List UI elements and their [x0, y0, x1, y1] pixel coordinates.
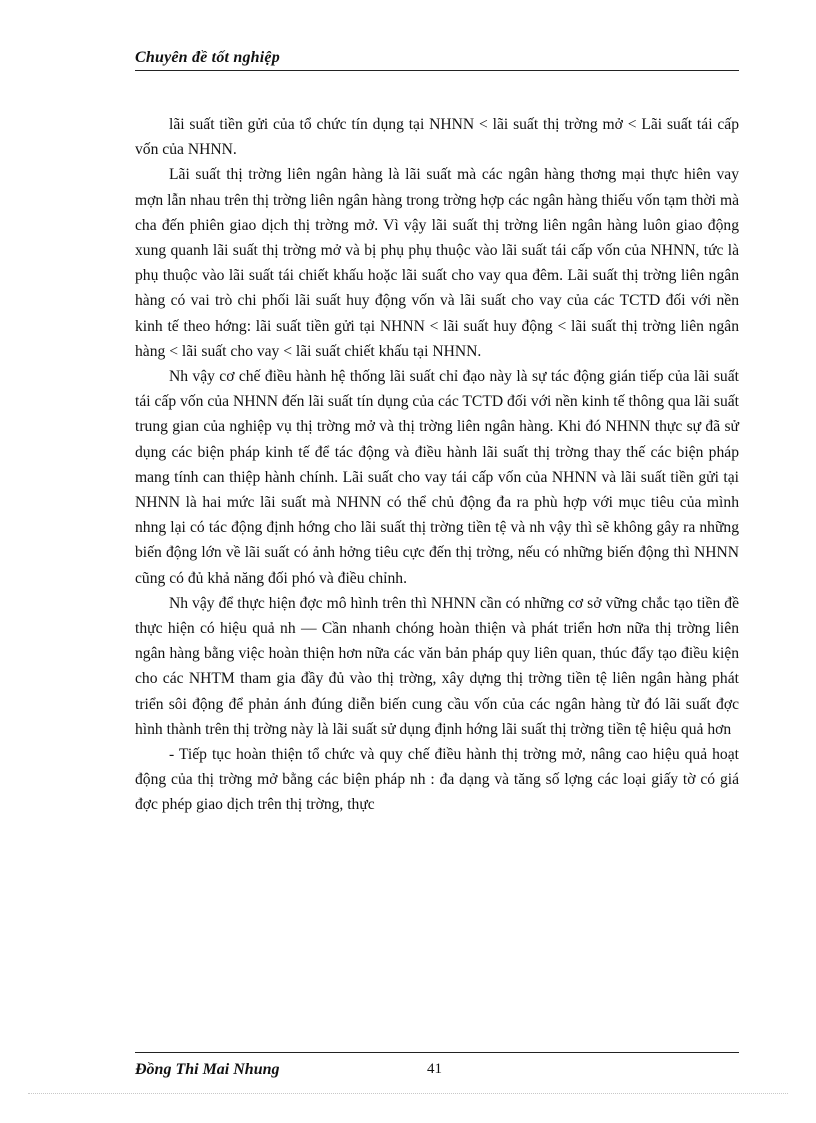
- body-text: [135, 112, 739, 818]
- footer-author: Đồng Thi Mai Nhung: [135, 1061, 280, 1078]
- page-footer: [135, 1052, 739, 1079]
- header-title: Chuyên đề tốt nghiệp: [135, 49, 280, 66]
- page-header: [135, 48, 739, 71]
- paragraph-1: lãi suất tiền gửi của tổ chức tín dụng tại NHNN < lãi suất thị trờng mở < Lãi suất tái cấp vốn của NHNN.: [135, 116, 739, 159]
- page-number: 41: [427, 1061, 442, 1077]
- paragraph-5: - Tiếp tục hoàn thiện tổ chức và quy chế điều hành thị trờng mở, nâng cao hiệu quả hoạt động của thị trờng mở bằng các biện pháp nh : đa dạng và tăng số lợng các loại giấy tờ có giá đợc phép giao dịch trên thị trờng, thực: [135, 746, 739, 814]
- paragraph-3: Nh vậy cơ chế điều hành hệ thống lãi suất chỉ đạo này là sự tác động gián tiếp của lãi suất tái cấp vốn của NHNN đến lãi suất tín dụng của các TCTD đối với nền kinh tế thông qua lãi suất trung gian của nghiệp vụ thị trờng mở và thị trờng liên ngân hàng. Khi đó NHNN thực sự đã sử dụng các biện pháp kinh tế để tác động và điều hành lãi suất thị trờng thay thế các biện pháp mang tính can thiệp hành chính. Lãi suất cho vay tái cấp vốn của NHNN và lãi suất tiền gửi tại NHNN là hai mức lãi suất mà NHNN có thể chủ động đa ra phù hợp với mục tiêu của mình nhng lại có tác động định hớng cho lãi suất thị trờng tiền tệ và nh vậy thì sẽ không gây ra những biến động lớn về lãi suất có ảnh hởng tiêu cực đến thị trờng, nếu có những biến động thì NHNN cũng có đủ khả năng đối phó và điều chỉnh.: [135, 368, 739, 587]
- paragraph-4: Nh vậy để thực hiện đợc mô hình trên thì NHNN cần có những cơ sở vững chắc tạo tiền đề thực hiện có hiệu quả nh — Cần nhanh chóng hoàn thiện và phát triển hơn nữa thị trờng liên ngân hàng bằng việc hoàn thiện hơn nữa các văn bản pháp quy liên quan, thúc đẩy tạo điều kiện cho các NHTM tham gia đầy đủ vào thị trờng, xây dựng thị trờng tiền tệ liên ngân hàng phát triển sôi động để phản ánh đúng diễn biến cung cầu vốn của các ngân hàng từ đó lãi suất đợc hình thành trên thị trờng này là lãi suất sử dụng định hớng lãi suất thị trờng tiền tệ hiệu quả hơn: [135, 594, 739, 738]
- paragraph-2: Lãi suất thị trờng liên ngân hàng là lãi suất mà các ngân hàng thơng mại thực hiên vay mợn lẫn nhau trên thị trờng liên ngân hàng trong trờng hợp các ngân hàng thiếu vốn tạm thời mà cha đến phiên giao dịch thị trờng mở. Vì vậy lãi suất thị trờng liên ngân hàng luôn giao động xung quanh lãi suất thị trờng mở và bị phụ phụ thuộc vào lãi suất tái cấp vốn của NHNN, tức là phụ thuộc vào lãi suất tái chiết khấu hoặc lãi suất cho vay qua đêm. Lãi suất thị trờng liên ngân hàng có vai trò chi phối lãi suất huy động vốn và lãi suất cho vay của các TCTD đối với nền kinh tế theo hớng: lãi suất tiền gửi tại NHNN < lãi suất huy động < lãi suất thị trờng liên ngân hàng < lãi suất cho vay < lãi suất chiết khấu tại NHNN.: [135, 166, 739, 360]
- bottom-dotted-divider: [28, 1093, 788, 1094]
